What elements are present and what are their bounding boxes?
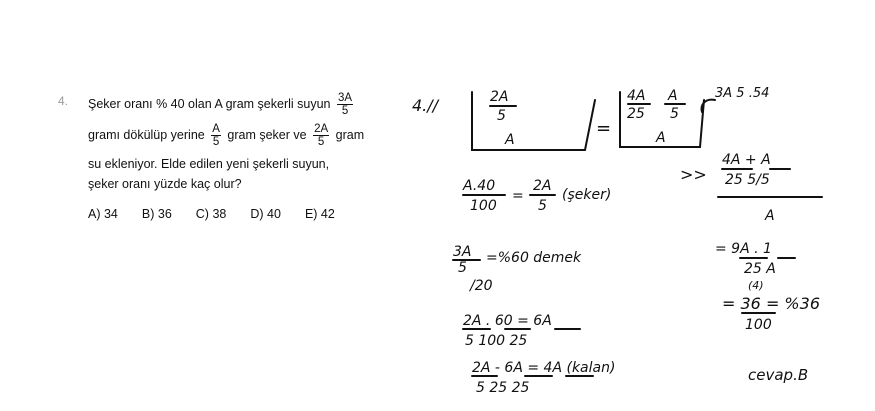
question-line-4: şeker oranı yüzde kaç olur? — [88, 177, 242, 191]
hw-r2: = 36 = %36 — [722, 294, 820, 313]
hw-arrow: >> — [680, 165, 707, 184]
question-text: Şeker oranı % 40 olan A gram şekerli suyun — [88, 96, 331, 111]
hw-removed-num: 3A — [453, 244, 472, 260]
question-text: gramı dökülüp yerine — [88, 127, 205, 142]
option-e[interactable]: E) 42 — [304, 207, 335, 221]
hw-sugar-note: (şeker) — [562, 187, 612, 203]
hw-right-bottom: A — [765, 208, 775, 224]
hw-right-top-den: 25 5/5 — [725, 172, 770, 188]
option-a[interactable]: A) 34 — [88, 207, 118, 221]
question-text: gram şeker ve — [227, 127, 307, 142]
hw-m1-den: 5 100 25 — [465, 333, 528, 349]
hw-box2-bottom: A — [656, 130, 666, 146]
question-line-3: su ekleniyor. Elde edilen yeni şekerli suyun, — [88, 157, 330, 171]
fraction-numerator: A — [212, 123, 220, 135]
fraction-numerator: 2A — [314, 123, 329, 135]
hw-box1-bottom: A — [505, 132, 515, 148]
hw-label: 4.// — [412, 96, 439, 115]
hw-m2-den: 5 25 25 — [476, 380, 530, 396]
fraction-denominator: 5 — [212, 136, 220, 148]
option-c[interactable]: C) 38 — [195, 207, 227, 221]
fraction-numerator: 3A — [337, 92, 353, 104]
hw-side-note: 3A 5 .54 — [715, 86, 770, 101]
hw-m2: 2A - 6A = 4A (kalan) — [472, 360, 616, 376]
hw-r1-sub: (4) — [748, 279, 764, 292]
fraction-denominator: 5 — [317, 136, 325, 148]
question-number: 4. — [58, 94, 69, 108]
hw-removed-den: 5 — [458, 260, 467, 276]
hw-removed-sub: /20 — [470, 278, 493, 294]
hw-sugar-den: 100 — [470, 198, 497, 214]
hw-answer: cevap.B — [748, 366, 809, 384]
hw-r1-den: 25 A — [744, 261, 776, 277]
hw-eq: = — [512, 188, 524, 204]
question-text: gram — [335, 127, 365, 142]
hw-box2-b: A — [668, 88, 678, 104]
hw-box2-a: 4A — [627, 88, 646, 104]
hw-sugar-num: A.40 — [463, 178, 496, 194]
hw-sugar-res-den: 5 — [538, 198, 547, 214]
hw-m1: 2A . 60 = 6A — [463, 313, 552, 329]
fraction-denominator: 5 — [341, 105, 349, 117]
hw-box1-top: 2A — [490, 89, 509, 105]
hw-equals: = — [596, 118, 612, 139]
hw-r1: = 9A . 1 — [715, 241, 772, 257]
hw-right-top: 4A + A — [722, 152, 771, 168]
hw-box2-a-den: 25 — [627, 106, 645, 122]
hw-box2-b-den: 5 — [670, 106, 679, 122]
hw-r2-den: 100 — [745, 317, 772, 333]
option-d[interactable]: D) 40 — [250, 207, 281, 221]
hw-box1-den: 5 — [497, 108, 506, 124]
hw-sugar-res: 2A — [533, 178, 552, 194]
option-b[interactable]: B) 36 — [141, 207, 172, 221]
hw-removed-note: =%60 demek — [486, 250, 582, 266]
